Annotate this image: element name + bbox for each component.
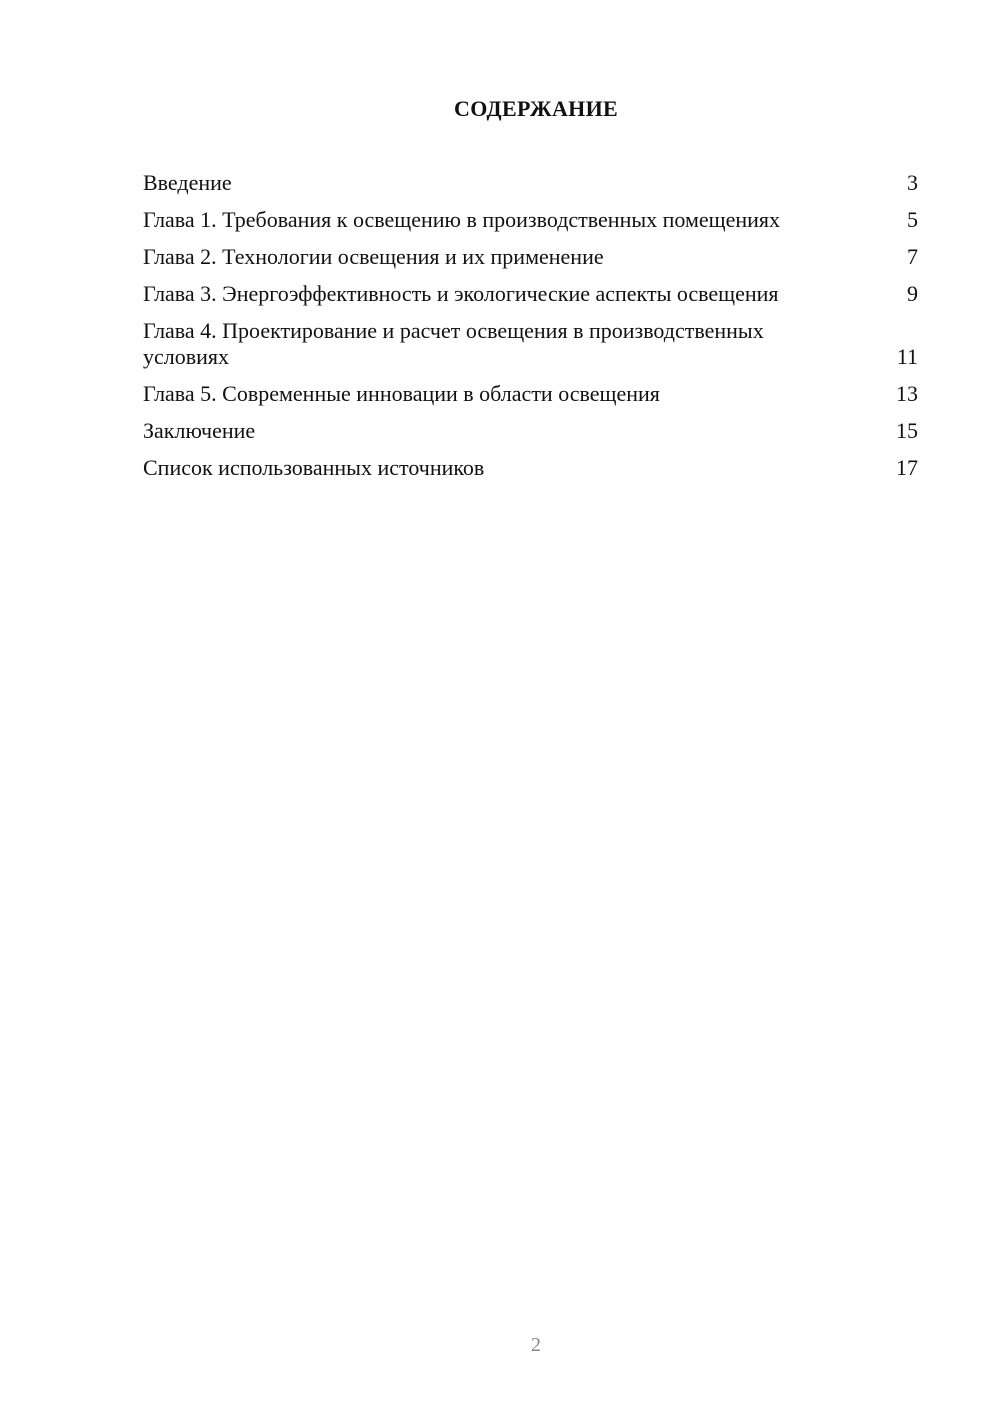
toc-list xyxy=(143,170,918,492)
toc-title: СОДЕРЖАНИЕ xyxy=(454,96,618,121)
toc-entry-chapter-1[interactable] xyxy=(143,207,918,233)
toc-entry-text: Глава 4. Проектирование и расчет освещения в производственных условиях xyxy=(143,318,764,369)
toc-entry-text: Глава 3. Энергоэффективность и экологические аспекты освещения xyxy=(143,281,779,306)
toc-entry-page: 11 xyxy=(896,344,918,369)
toc-entry-introduction[interactable] xyxy=(143,170,918,196)
toc-entry-page: 5 xyxy=(907,207,918,232)
toc-entry-conclusion[interactable] xyxy=(143,418,918,444)
toc-entry-text: Введение xyxy=(143,170,232,195)
toc-entry-references[interactable] xyxy=(143,455,918,481)
toc-entry-page: 13 xyxy=(896,381,918,406)
toc-entry-page: 15 xyxy=(896,418,918,443)
toc-entry-text: Глава 1. Требования к освещению в производственных помещениях xyxy=(143,207,781,232)
toc-entry-text: Заключение xyxy=(143,418,256,443)
toc-entry-chapter-5[interactable] xyxy=(143,381,918,407)
toc-entry-chapter-3[interactable] xyxy=(143,281,918,307)
toc-entry-text: Глава 5. Современные инновации в области освещения xyxy=(143,381,660,406)
toc-entry-text: Список использованных источников xyxy=(143,455,485,480)
toc-entry-page: 7 xyxy=(907,244,918,269)
toc-entry-chapter-4[interactable] xyxy=(143,318,918,370)
toc-entry-text: Глава 2. Технологии освещения и их применение xyxy=(143,244,604,269)
toc-entry-chapter-2[interactable] xyxy=(143,244,918,270)
page-number: 2 xyxy=(531,1334,541,1356)
toc-entry-page: 9 xyxy=(907,281,918,306)
toc-entry-page: 17 xyxy=(896,455,918,480)
toc-entry-page: 3 xyxy=(907,170,918,195)
